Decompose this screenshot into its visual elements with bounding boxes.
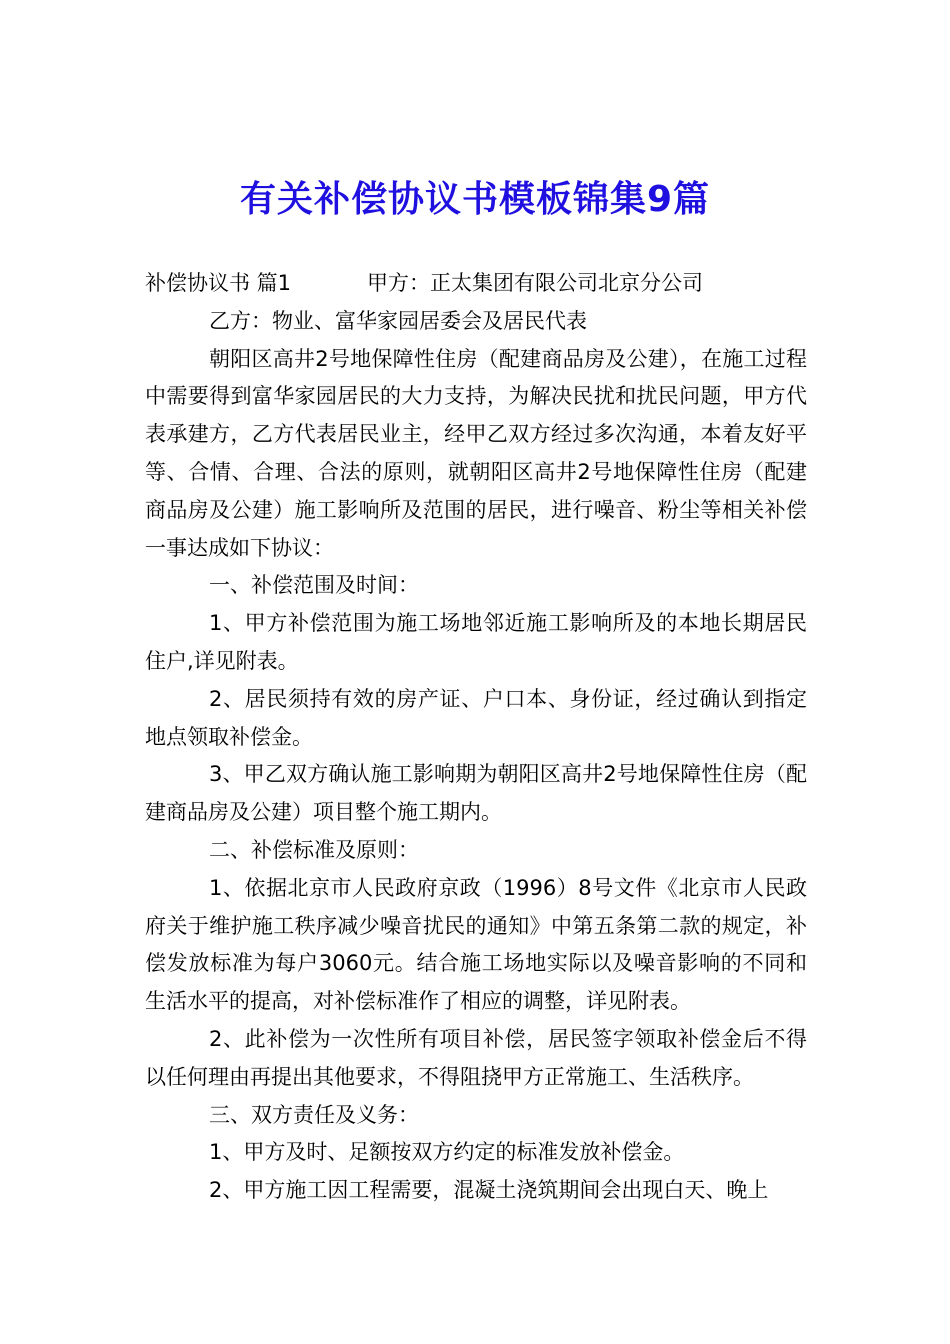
party-b-line: 乙方：物业、富华家园居委会及居民代表 [209, 308, 587, 333]
party-a-line: 甲方：正太集团有限公司北京分公司 [367, 271, 704, 295]
clause-paragraph: 1、甲方及时、足额按双方约定的标准发放补偿金。 [209, 1140, 685, 1165]
section-heading: 三、双方责任及义务： [209, 1102, 419, 1127]
heading-line [145, 265, 807, 303]
section-heading: 一、补偿范围及时间： [209, 573, 419, 598]
clause-paragraph: 1、依据北京市人民政府京政（1996）8号文件《北京市人民政府关于维护施工秩序减少噪音扰民的通知》中第五条第二款的规定，补偿发放标准为每户3060元。结合施工场地实际以及噪音影响的不同和生活水平的提高，对补偿标准作了相应的调整，详见附表。 [145, 875, 807, 1014]
clause-paragraph: 2、此补偿为一次性所有项目补偿，居民签字领取补偿金后不得以任何理由再提出其他要求，不得阻挠甲方正常施工、生活秩序。 [145, 1026, 807, 1089]
clause-paragraph: 2、居民须持有效的房产证、户口本、身份证，经过确认到指定地点领取补偿金。 [145, 686, 807, 749]
section-heading-label: 补偿协议书 篇1 [145, 271, 292, 295]
document-body [145, 265, 807, 1210]
clause-paragraph: 3、甲乙双方确认施工影响期为朝阳区高井2号地保障性住房（配建商品房及公建）项目整个施工期内。 [145, 762, 807, 825]
clause-paragraph: 2、甲方施工因工程需要，混凝土浇筑期间会出现白天、晚上 [209, 1178, 769, 1203]
document-title: 有关补偿协议书模板锦集9篇 [239, 179, 711, 220]
intro-paragraph: 朝阳区高井2号地保障性住房（配建商品房及公建），在施工过程中需要得到富华家园居民的大力支持，为解决民扰和扰民问题，甲方代表承建方，乙方代表居民业主，经甲乙双方经过多次沟通，本着友好平等、合情、合理、合法的原则，就朝阳区高井2号地保障性住房（配建商品房及公建）施工影响所及范围的居民，进行噪音、粉尘等相关补偿一事达成如下协议： [145, 346, 807, 560]
section-heading: 二、补偿标准及原则： [209, 837, 419, 862]
clause-paragraph: 1、甲方补偿范围为施工场地邻近施工影响所及的本地长期居民住户,详见附表。 [145, 611, 807, 673]
